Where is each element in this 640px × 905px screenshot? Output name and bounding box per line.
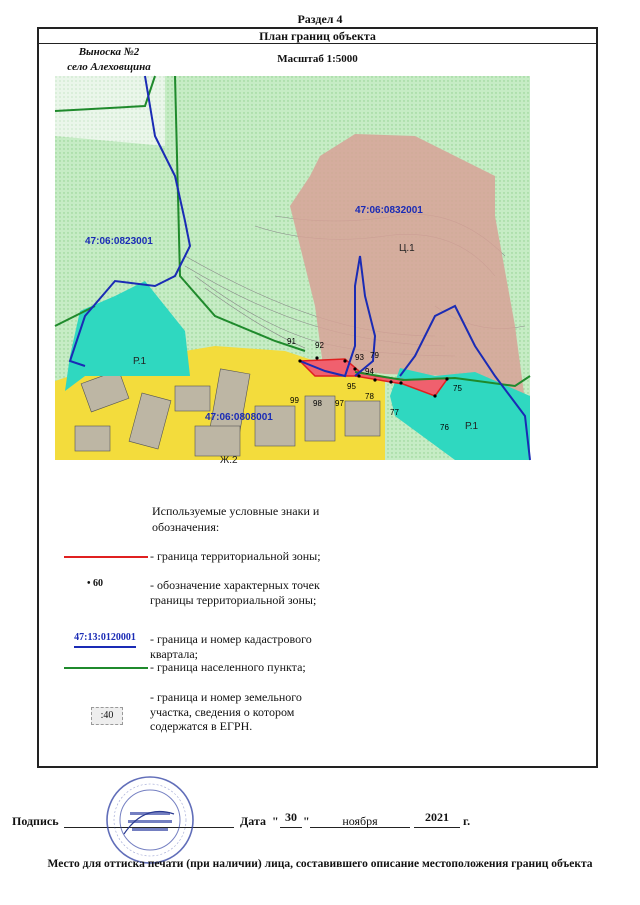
- zone-label-r1-right: Р.1: [465, 421, 479, 432]
- date-quote-close: ": [303, 814, 310, 828]
- point-label-77: 77: [390, 408, 399, 417]
- point-label-76: 76: [440, 423, 449, 432]
- plan-title: План границ объекта: [39, 29, 596, 44]
- legend-text-plot: - граница и номер земельного участка, сведения о котором содержатся в ЕГРН.: [150, 690, 302, 733]
- point-label-97: 97: [335, 399, 344, 408]
- legend-plot-symbol: [61, 708, 151, 728]
- legend-text-points: - обозначение характерных точек границы территориальной зоны;: [150, 578, 320, 607]
- legend-point-symbol: [61, 578, 151, 598]
- legend-text-settlement: - граница населенного пункта;: [150, 660, 306, 674]
- legend-point-number: 60: [93, 578, 104, 589]
- point-label-91: 91: [287, 337, 296, 346]
- callout-village: село Алеховщина: [67, 61, 151, 73]
- day-underline: [280, 826, 302, 828]
- boundary-map: [55, 76, 530, 466]
- point-label-75: 75: [453, 384, 462, 393]
- legend-red-line-symbol: [61, 549, 151, 569]
- date-quote-open: ": [272, 814, 279, 828]
- point-dot-icon: •: [87, 578, 94, 589]
- legend-text-zone-boundary: - граница территориальной зоны;: [150, 549, 321, 563]
- quarter-label-0832001: 47:06:0832001: [355, 205, 423, 216]
- signature-line: [0, 790, 640, 840]
- zone-label-c1: Ц.1: [399, 243, 415, 254]
- point-label-79: 79: [370, 351, 379, 360]
- point-label-98: 98: [313, 399, 322, 408]
- point-label-78: 78: [365, 392, 374, 401]
- point-label-93: 93: [355, 353, 364, 362]
- point-label-99: 99: [290, 396, 299, 405]
- date-year: 2021: [425, 810, 449, 824]
- date-label: Дата: [240, 814, 266, 828]
- plan-frame: [37, 27, 598, 768]
- signature-label: Подпись: [12, 814, 59, 828]
- date-month: ноября: [342, 814, 378, 828]
- legend-blue-line-symbol: [61, 632, 151, 652]
- legend-quarter-number: 47:13:0120001: [74, 630, 136, 648]
- quarter-label-0823001: 47:06:0823001: [85, 236, 153, 247]
- callout-label: [49, 45, 169, 75]
- seal-stamp-icon: [104, 774, 196, 866]
- footer-stamp-note: Место для оттиска печати (при наличии) лица, составившего описание местоположения границ объекта: [47, 858, 593, 870]
- year-underline: [414, 826, 460, 828]
- legend-plot-number: :40: [91, 707, 123, 725]
- legend-heading: Используемые условные знаки и обозначения:: [152, 504, 320, 534]
- quarter-label-0808001: 47:06:0808001: [205, 412, 273, 423]
- section-title: Раздел 4: [297, 12, 343, 26]
- map-scale: Масштаб 1:5000: [277, 53, 358, 65]
- callout-number: Выноска №2: [78, 46, 140, 58]
- year-suffix: г.: [463, 814, 471, 828]
- legend-green-line-symbol: [61, 660, 151, 680]
- point-label-92: 92: [315, 341, 324, 350]
- zone-label-r1-left: Р.1: [133, 356, 147, 367]
- zone-label-j2: Ж.2: [220, 455, 238, 466]
- date-day: 30: [285, 810, 297, 824]
- point-label-94: 94: [365, 367, 374, 376]
- legend-text-cadastral: - граница и номер кадастрового квартала;: [150, 632, 312, 661]
- point-label-95: 95: [347, 382, 356, 391]
